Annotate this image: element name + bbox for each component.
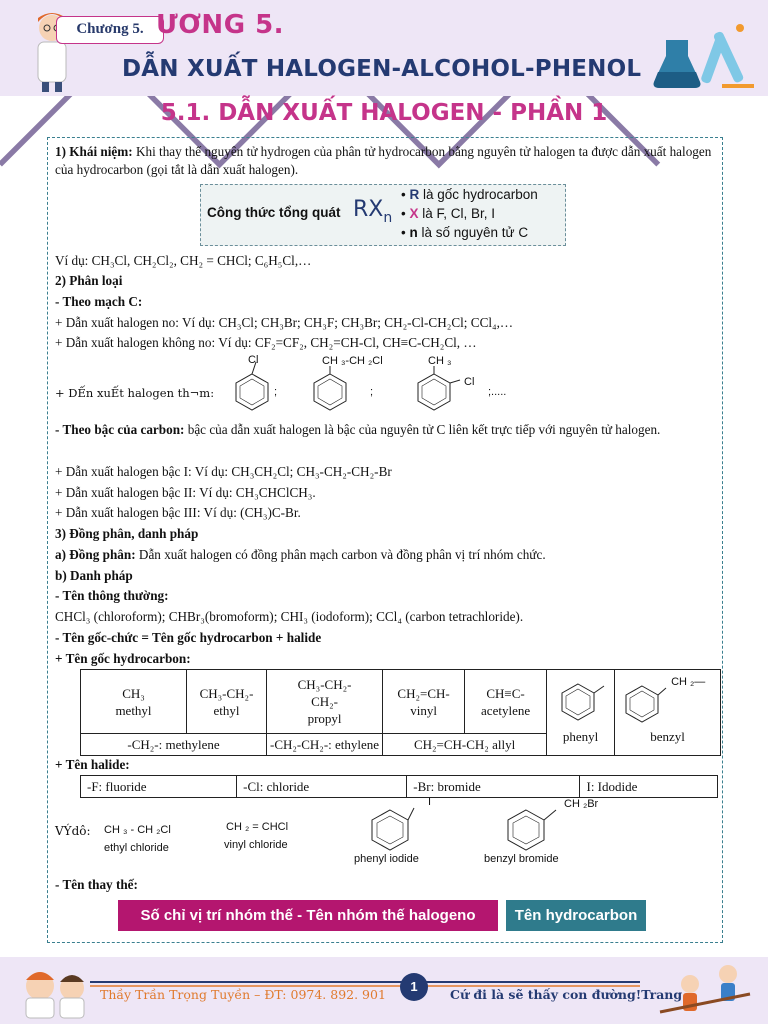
phenyl-label: phenyl <box>562 729 599 744</box>
formula-bullet-x: • X là F, Cl, Br, I <box>401 206 496 221</box>
by-chain-heading: - Theo mạch C: <box>55 294 143 309</box>
group-cell-methylene: -CH₂-: methylene <box>81 734 267 756</box>
example-3-name: phenyl iodide <box>354 853 419 865</box>
example-1-name: ethyl chloride <box>104 842 169 854</box>
isomer-a-line <box>55 546 546 564</box>
aromatic-label: + DẾn xuẾt halogen th¬m: <box>55 386 215 400</box>
separator-2: ; <box>370 386 374 398</box>
separator-1: ; <box>274 386 278 398</box>
examples-line: Ví dụ: CH₃Cl, CH₂Cl₂, CH₂ = CHCl; C₆H₅Cl,… <box>55 253 312 268</box>
concept-paragraph <box>55 143 715 179</box>
by-degree-text: bậc của dẫn xuất halogen là bậc của nguyên tử C liên kết trực tiếp với nguyên tử halogen. <box>187 422 661 437</box>
halide-chloride: -Cl: chloride <box>237 776 407 798</box>
hydrocarbon-radicals-table <box>80 669 721 756</box>
radical-functional-heading: - Tên gốc-chức = Tên gốc hydrocarbon + halide <box>55 630 322 645</box>
unsaturated-line: + Dẫn xuất halogen không no: Ví dụ: CF₂=CF₂, CH₂=CH-Cl, CH≡C-CH₂Cl, … <box>55 335 477 350</box>
footer-author: Thầy Trần Trọng Tuyền – ĐT: 0974. 892. 901 <box>100 987 386 1002</box>
substitute-name-heading: - Tên thay thế: <box>55 877 138 892</box>
example-label: VÝdô: <box>55 824 91 838</box>
halide-iodide: I: Idodide <box>580 776 718 798</box>
by-degree-paragraph <box>55 421 715 439</box>
group-cell-ethyl: CH₃-CH₂- ethyl <box>187 670 267 734</box>
example-4-name: benzyl bromide <box>484 853 559 865</box>
formula-symbol: $RX_n$ <box>353 197 393 226</box>
ethylchloride-benzene-structure <box>310 366 350 416</box>
structure-2-label: CH ₃-CH ₂Cl <box>322 355 383 367</box>
footer-motto: Cứ đi là sẽ thấy con đường!Trang <box>450 987 683 1002</box>
degree-3-line: + Dẫn xuất halogen bậc III: Ví dụ: (CH₃)C-Br. <box>55 505 301 520</box>
example-2-formula: CH ₂ = CHCl <box>226 821 289 833</box>
page-number: 1 <box>400 973 428 1001</box>
substitute-formula-right: Tên hydrocarbon <box>506 900 646 931</box>
halide-fluoride: -F: fluoride <box>81 776 237 798</box>
separator-3: ;..... <box>488 386 507 398</box>
substitute-formula-left: Số chỉ vị trí nhóm thế - Tên nhóm thế halogeno <box>118 900 498 931</box>
halide-heading: + Tên halide: <box>55 757 130 772</box>
isomer-heading: 3) Đồng phân, danh pháp <box>55 526 199 541</box>
structure-1-label: Cl <box>248 354 259 366</box>
concept-heading: 1) Khái niệm: <box>55 144 133 159</box>
phenyl-iodide-structure <box>364 800 424 852</box>
group-cell-benzyl <box>615 670 721 756</box>
common-name-line: CHCl₃ (chloroform); CHBr₃(bromoform); CHI₃ (iodoform); CCl₄ (carbon tetrachloride). <box>55 609 524 624</box>
group-cell-vinyl: CH₂=CH- vinyl <box>383 670 465 734</box>
by-degree-heading: - Theo bậc của carbon: <box>55 422 185 437</box>
formula-label: Công thức tổng quát <box>207 205 341 220</box>
classification-heading: 2) Phân loại <box>55 273 123 288</box>
chlorotoluene-structure <box>414 366 464 416</box>
group-cell-allyl: CH₂=CH-CH₂ allyl <box>383 734 547 756</box>
isomer-a-heading: a) Đồng phân: <box>55 547 136 562</box>
group-cell-methyl: CH₃ methyl <box>81 670 187 734</box>
nomenclature-heading: b) Danh pháp <box>55 568 133 583</box>
formula-bullet-n: • n là số nguyên tử C <box>401 225 529 240</box>
section-title: 5.1. DẪN XUẤT HALOGEN - PHẦN 1 <box>160 100 608 126</box>
example-3-substituent: I <box>428 796 432 808</box>
chapter-title: DẪN XUẤT HALOGEN-ALCOHOL-PHENOL <box>122 56 642 82</box>
group-cell-acetylene: CH≡C- acetylene <box>465 670 547 734</box>
benzyl-group-label: CH ₂— <box>671 676 706 688</box>
group-cell-propyl: CH₃-CH₂- CH₂- propyl <box>267 670 383 734</box>
general-formula-box <box>200 184 566 246</box>
concept-text: Khi thay thế nguyên tử hydrogen của phân tử hydrocarbon bằng nguyên tử halogen ta được dẫn xuất halogen của hydrocarbon (gọi tắt là dẫn xuất halogen). <box>55 144 712 177</box>
structure-3-side: Cl <box>464 376 475 388</box>
phenyl-ring <box>556 680 606 724</box>
group-cell-ethylene: -CH₂-CH₂-: ethylene <box>267 734 383 756</box>
benzyl-bromide-structure <box>500 800 570 852</box>
example-2-name: vinyl chloride <box>224 839 288 851</box>
degree-1-line: + Dẫn xuất halogen bậc I: Ví dụ: CH₃CH₂Cl; CH₃-CH₂-CH₂-Br <box>55 464 392 479</box>
isomer-a-text: Dẫn xuất halogen có đồng phân mạch carbon và đồng phân vị trí nhóm chức. <box>138 547 546 562</box>
formula-bullet-r: • R là gốc hydrocarbon <box>401 187 538 202</box>
common-name-heading: - Tên thông thường: <box>55 588 169 603</box>
benzyl-label: benzyl <box>650 729 685 744</box>
halide-table <box>80 775 718 798</box>
structure-3-top: CH ₃ <box>428 355 452 367</box>
example-1-formula: CH ₃ - CH ₂Cl <box>104 824 171 836</box>
halide-bromide: -Br: bromide <box>407 776 580 798</box>
chapter-tag: Chương 5. <box>56 16 164 44</box>
degree-2-line: + Dẫn xuất halogen bậc II: Ví dụ: CH₃CHClCH₃. <box>55 485 316 500</box>
example-4-substituent: CH ₂Br <box>564 798 599 810</box>
hydrocarbon-radical-heading: + Tên gốc hydrocarbon: <box>55 651 191 666</box>
saturated-line: + Dẫn xuất halogen no: Ví dụ: CH₃Cl; CH₃Br; CH₃F; CH₃Br; CH₂-Cl-CH₂Cl; CCl₄,… <box>55 315 514 330</box>
lab-flask-icon <box>652 20 756 90</box>
chapter-number: ƯƠNG 5. <box>156 10 285 40</box>
group-cell-phenyl <box>547 670 615 756</box>
